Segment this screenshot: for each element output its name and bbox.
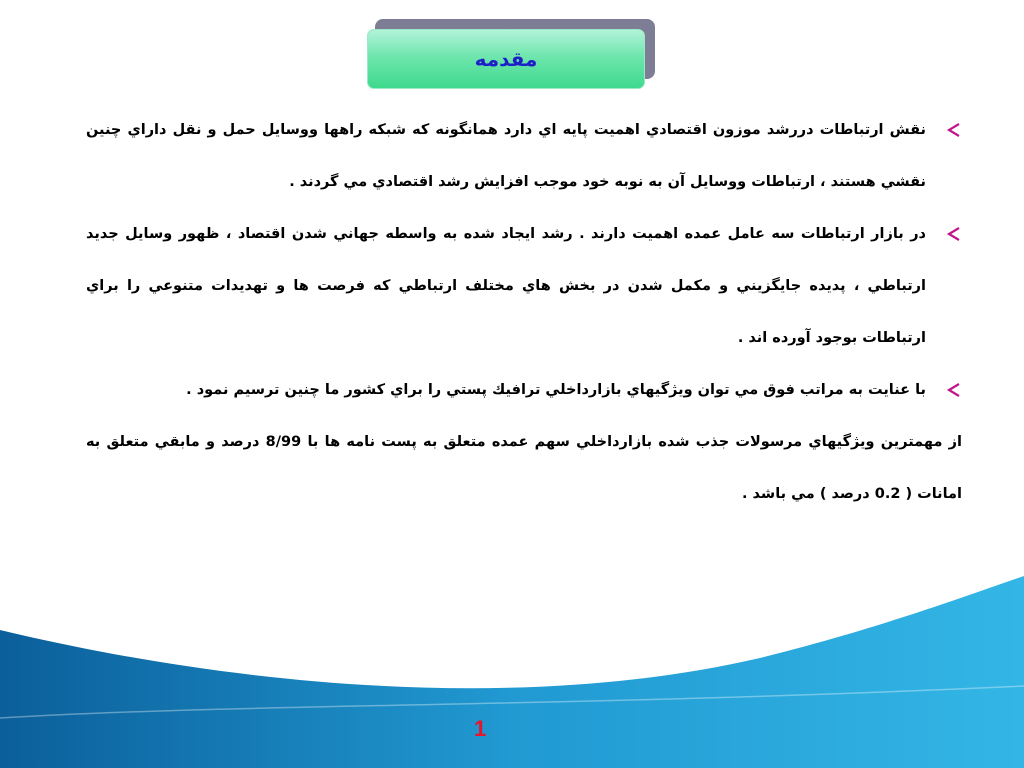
page-number: 1 (474, 716, 487, 741)
bullet-item (86, 208, 962, 364)
slide-title: مقدمه (474, 47, 538, 71)
bullet-text: در بازار ارتباطات سه عامل عمده اهميت دارند . رشد ايجاد شده به واسطه جهاني شدن اقتصاد ، ظهور وسايل جديد ارتباطي ، پديده جايگزيني و مكمل شدن در بخش هاي مختلف ارتباطي كه فرصت ها و تهديدات متنوعي را براي ارتباطات بوجود آورده اند . (86, 226, 926, 346)
closing-text: از مهمترين ويژگيهاي مرسولات جذب شده بازارداخلي سهم عمده متعلق به پست نامه ها با 8/99 درصد و مابقي متعلق به امانات ( 0.2 درصد ) مي باشد . (86, 434, 962, 502)
bullet-text: نقش ارتباطات دررشد موزون اقتصادي اهميت پايه اي دارد همانگونه كه شبكه راهها ووسايل حمل و نقل داراي چنين نقشي هستند ، ارتباطات ووسايل آن به نوبه خود موجب افزايش رشد اقتصادي مي گردند . (86, 122, 926, 190)
arrow-bullet-icon (944, 381, 962, 399)
slide-content (86, 104, 962, 520)
bullet-item (86, 364, 962, 416)
arrow-bullet-icon (944, 225, 962, 243)
arrow-bullet-icon (944, 121, 962, 139)
bullet-item (86, 104, 962, 208)
closing-paragraph (86, 416, 962, 520)
title-box (367, 29, 645, 89)
bullet-text: با عنايت به مراتب فوق مي توان ويژگيهاي بازارداخلي ترافيك پستي را براي كشور ما چنين ترسيم نمود . (186, 382, 926, 398)
bottom-wave-decoration (0, 568, 1024, 768)
